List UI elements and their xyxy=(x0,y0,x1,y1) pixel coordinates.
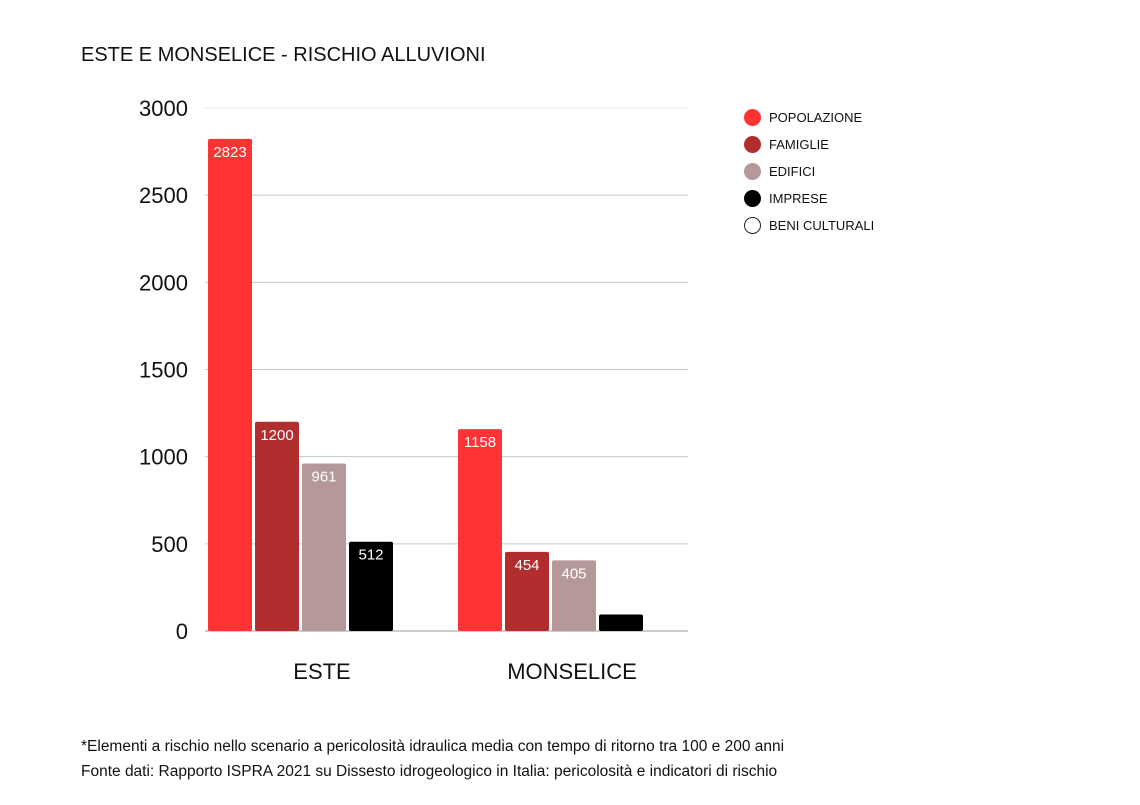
footnote-note: *Elementi a rischio nello scenario a pericolosità idraulica media con tempo di ritorno tra 100 e 200 anni xyxy=(81,738,785,755)
legend-item xyxy=(744,104,874,131)
legend-item xyxy=(744,131,874,158)
y-tick-label: 1000 xyxy=(139,444,188,470)
data-label: 1200 xyxy=(260,426,294,444)
legend-item xyxy=(744,185,874,212)
y-tick-label: 500 xyxy=(151,531,188,557)
legend-swatch xyxy=(744,109,761,126)
legend xyxy=(744,104,874,239)
legend-label: EDIFICI xyxy=(769,164,816,179)
data-label: 2823 xyxy=(213,143,247,161)
y-tick-label: 2500 xyxy=(139,183,188,209)
data-label: 512 xyxy=(358,546,384,564)
legend-item xyxy=(744,212,874,239)
legend-label: BENI CULTURALI xyxy=(769,218,875,233)
y-tick-label: 0 xyxy=(175,619,188,644)
legend-swatch xyxy=(744,190,761,207)
legend-swatch xyxy=(744,217,761,234)
bar-popolazione xyxy=(458,429,502,631)
legend-swatch xyxy=(744,136,761,153)
x-tick-label: ESTE xyxy=(293,659,351,684)
data-label: 405 xyxy=(561,565,587,583)
bar-imprese xyxy=(599,614,643,631)
bar-edifici xyxy=(302,463,346,631)
footnote-source: Fonte dati: Rapporto ISPRA 2021 su Dissesto idrogeologico in Italia: pericolosità e indicatori di rischio xyxy=(81,763,778,780)
data-label: 961 xyxy=(311,468,337,486)
data-label: 1158 xyxy=(463,434,497,452)
bar-popolazione xyxy=(208,139,252,631)
legend-label: IMPRESE xyxy=(769,191,828,206)
chart-title: ESTE E MONSELICE - RISCHIO ALLUVIONI xyxy=(81,44,486,66)
y-tick-label: 3000 xyxy=(139,96,188,121)
y-tick-label: 1500 xyxy=(139,357,188,383)
legend-swatch xyxy=(744,163,761,180)
legend-label: FAMIGLIE xyxy=(769,137,829,152)
legend-label: POPOLAZIONE xyxy=(769,110,863,125)
legend-item xyxy=(744,158,874,185)
bar-famiglie xyxy=(255,422,299,631)
x-tick-label: MONSELICE xyxy=(507,659,637,684)
y-tick-label: 2000 xyxy=(139,270,188,296)
data-label: 454 xyxy=(514,556,540,574)
